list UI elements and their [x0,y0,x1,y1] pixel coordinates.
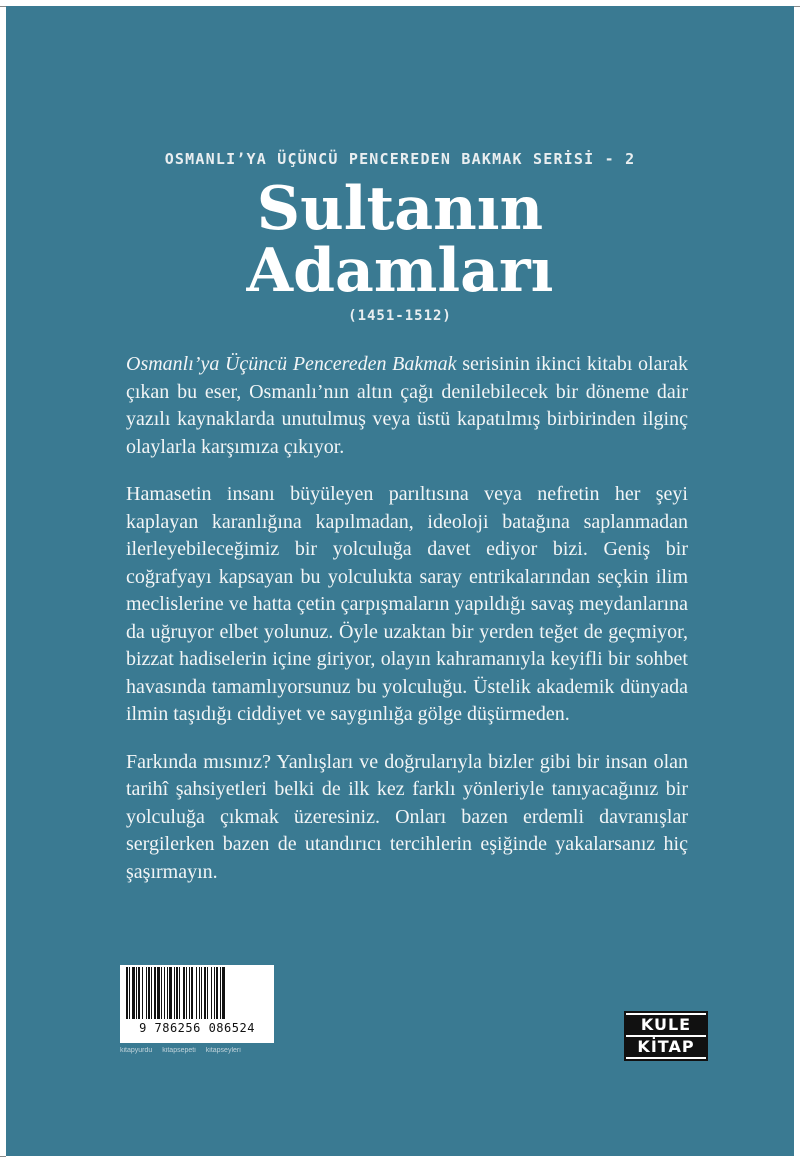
crop-mark-top-right [794,6,800,7]
barcode-bar [132,967,135,1019]
retailer-logo-3: kitapseyleri [205,1047,241,1054]
retailer-logos [120,1047,280,1054]
year-range: (1451-1512) [348,308,452,324]
barcode-bar [207,967,208,1019]
blurb-paragraph-3: Farkında mısınız? Yanlışları ve doğrularıyla bizler gibi bir insan olan tarihî şahsiyetleri belki de ilk kez farklı yönleriyle tanıyacağınız bir yolculuğa çıkmak üzeresiniz. Onları bazen erdemli davranışlar sergilerken bazen de utandırıcı tercihlerin eşiğinde yakalarsanız hiç şaşırmayın. [126,750,688,883]
barcode-bar [204,967,206,1019]
barcode-bar [183,967,185,1019]
barcode-bar [191,967,193,1019]
crop-mark-bottom-left [0,1156,6,1157]
publisher-name-line-1: KULE [626,1015,706,1035]
barcode-bar [148,967,150,1019]
publisher-logo [624,1011,708,1061]
barcode-bar [176,967,178,1019]
isbn-number: 9 786256 086524 [139,1021,255,1035]
barcode [120,965,274,1043]
barcode-bar [222,967,225,1019]
barcode-bar [211,967,212,1019]
barcode-bar [151,967,152,1019]
barcode-bar [196,967,197,1019]
barcode-bar [157,967,160,1019]
barcode-bar [142,967,143,1019]
title-line-2: Adamları [246,236,554,306]
barcode-bar [161,967,162,1019]
barcode-bar [154,967,156,1019]
barcode-bar [146,967,147,1019]
barcode-bar [126,967,128,1019]
retailer-logo-2: kitapsepeti [162,1047,196,1054]
retailer-logo-1: kitapyurdu [120,1047,153,1054]
barcode-bar [186,967,187,1019]
series-title: OSMANLI’YA ÜÇÜNCÜ PENCEREDEN BAKMAK SERİSİ - 2 [164,150,636,168]
barcode-bar [169,967,172,1019]
series-name-italic: Osmanlı’ya Üçüncü Pencereden Bakmak [126,353,457,375]
blurb-paragraph-2: Hamasetin insanı büyüleyen parıltısına veya nefretin her şeyi kaplayan karanlığına kapılmadan, ideoloji batağına saplanmadan ilerleyebileceğimiz bir yolculuğa davet ediyor bizi. Geniş bir coğrafyayı kapsayan bu yolculukta saray entrikalarından seçkin ilim meclislerine ve hatta çetin çarpışmaların yapıldığı savaş meydanlarına da uğruyor elbet yolunuz. Öyle uzaktan bir yerden teğet de geçmiyor, bizzat hadiselerin içine giriyor, olayın kahramanıyla keyifli bir sohbet havasında tamamlıyorsunuz bu yolculuğu. Üstelik akademik dünyada ilmin taşıdığı ciddiyet ve saygınlığa gölge düşürmeden. [126,483,688,725]
barcode-bar [174,967,175,1019]
barcode-bar [199,967,200,1019]
barcode-bar [138,967,140,1019]
publisher-name-line-2: KİTAP [626,1037,706,1057]
book-title [6,174,794,306]
title-line-1: Sultanın [256,174,544,244]
blurb [126,351,688,906]
crop-mark-top-left [0,6,6,7]
barcode-bar [220,967,221,1019]
blurb-paragraph-1 [126,351,688,461]
barcode-bar [214,967,215,1019]
paragraph-1-text: serisinin ikinci kitabı olarak çıkan bu eser, Osmanlı’nın altın çağı denilebilecek bir döneme dair yazılı kaynaklarda unutulmuş veya üstü kapatılmış birbirinden ilginç olaylarla karşımıza çıkıyor. [126,353,689,458]
barcode-bar [136,967,137,1019]
barcode-bar [179,967,180,1019]
barcode-bars [124,967,270,1019]
barcode-bar [129,967,130,1019]
barcode-bar [164,967,165,1019]
barcode-bar [201,967,202,1019]
barcode-bar [167,967,168,1019]
barcode-bar [216,967,218,1019]
barcode-bar [189,967,190,1019]
